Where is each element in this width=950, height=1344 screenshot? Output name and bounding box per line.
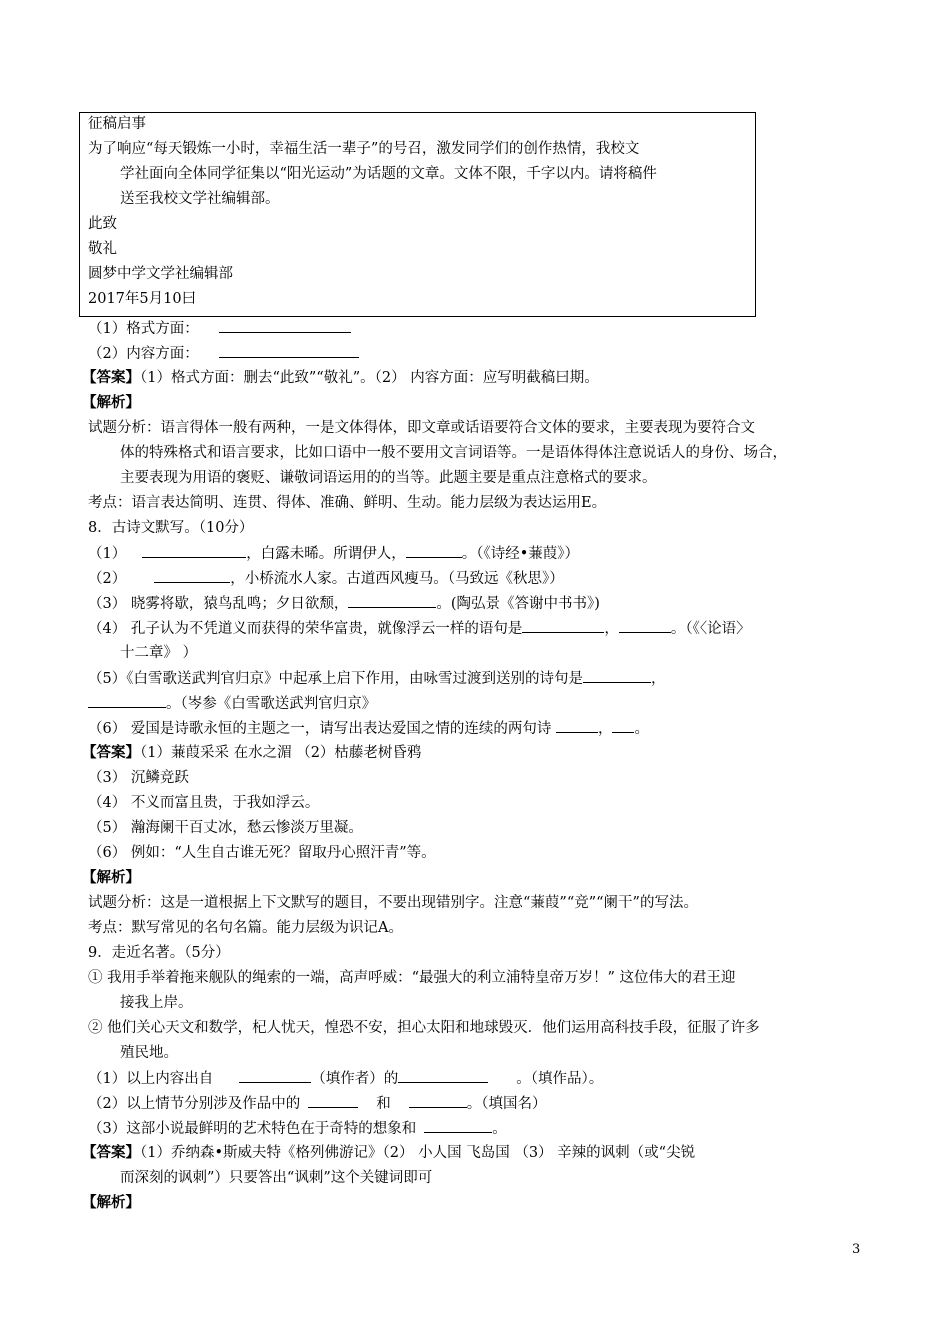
q8-line-2: （2） ，小桥流水人家。古道西风瘦马。（马致远《秋思》） xyxy=(88,568,564,589)
notice-date: 2017年5月10曰 xyxy=(88,291,197,307)
page-number: 3 xyxy=(852,1242,861,1257)
q9-passage-2b: 殖民地。 xyxy=(120,1045,178,1061)
blank[interactable] xyxy=(308,1093,358,1108)
q9-sub-3: （3）这部小说最鲜明的艺术特色在于奇特的想象和 。 xyxy=(88,1118,507,1139)
notice-signature: 圆梦中学文学社编辑部 xyxy=(88,266,233,282)
blank[interactable] xyxy=(219,343,359,358)
notice-body-3: 送至我校文学社编辑部。 xyxy=(120,191,280,207)
q8-answer-3: （3） 沉鳞竞跃 xyxy=(88,770,189,786)
q9-passage-1: ① 我用手举着拖来舰队的绳索的一端，高声呼威：“最强大的利立浦特皇帝万岁！” 这位伟大的君王迎 xyxy=(88,970,736,986)
q8-answer-5: （5） 瀚海阑干百丈冰，愁云惨淡万里凝。 xyxy=(88,820,363,836)
blank[interactable] xyxy=(239,1068,311,1083)
notice-title: 征稿启事 xyxy=(88,116,146,132)
blank[interactable] xyxy=(522,618,604,633)
q8-answer-6: （6） 例如：“人生自古谁无死？留取丹心照汗青”等。 xyxy=(88,845,436,861)
q8-title: 8．古诗文默写。（10分） xyxy=(88,520,254,536)
q7-analysis-3: 主要表现为用语的褒贬、谦敬词语运用的的当等。此题主要是重点注意格式的要求。 xyxy=(120,470,657,486)
q8-line-5: （5）《白雪歌送武判官归京》中起承上启下作用，由咏雪过渡到送别的诗句是 ， xyxy=(88,668,665,689)
blank[interactable] xyxy=(583,668,651,683)
blank[interactable] xyxy=(612,718,634,733)
q9-sub-1: （1）以上内容出自 （填作者）的 。（填作品）。 xyxy=(88,1068,603,1089)
notice-closing-2: 敬礼 xyxy=(88,241,117,257)
q7-analysis-1: 试题分析：语言得体一般有两种，一是文体得体，即文章或话语要符合文体的要求，主要表现为要符合文 xyxy=(88,420,755,436)
q8-answer-4: （4） 不义而富且贵，于我如浮云。 xyxy=(88,795,320,811)
blank[interactable] xyxy=(142,543,246,558)
blank[interactable] xyxy=(619,618,671,633)
q9-answer-2: 而深刻的讽刺”）只要答出“讽刺”这个关键词即可 xyxy=(120,1170,433,1186)
notice-body-2: 学社面向全体同学征集以“阳光运动”为话题的文章。文体不限，千字以内。请将稿件 xyxy=(120,166,657,182)
q9-analysis-tag: 【解析】 xyxy=(82,1194,140,1211)
blank[interactable] xyxy=(409,1093,467,1108)
q7-analysis-tag: 【解析】 xyxy=(82,394,140,411)
q9-answer-1: 【答案】（1）乔纳森•斯威夫特《格列佛游记》（2） 小人国 飞岛国 （3） 辛辣的讽刺（或“尖锐 xyxy=(82,1144,696,1161)
q7-format-line: （1）格式方面： xyxy=(88,318,351,339)
blank[interactable] xyxy=(219,318,351,333)
q8-line-1: （1） ，白露未晞。所谓伊人， 。（《诗经•蒹葭》） xyxy=(88,543,579,564)
q8-line-4b: 十二章》 ） xyxy=(120,645,198,661)
q9-title: 9．走近名著。（5分） xyxy=(88,945,230,961)
q9-passage-2: ② 他们关心天文和数学，杞人忧天，惶恐不安，担心太阳和地球毁灭．他们运用高科技手段，征服了许多 xyxy=(88,1020,760,1036)
notice-closing-1: 此致 xyxy=(88,216,117,232)
q8-line-6: （6） 爱国是诗歌永恒的主题之一，请写出表达爱国之情的连续的两句诗 ， 。 xyxy=(88,718,649,739)
q9-passage-1b: 接我上岸。 xyxy=(120,995,193,1011)
q8-answer-1: 【答案】（1）蒹葭采采 在水之湄 （2）枯藤老树昏鸦 xyxy=(82,744,422,761)
q8-line-3: （3） 晓雾将歇，猿鸟乱鸣；夕日欲颓， 。(陶弘景《答谢中书书》) xyxy=(88,593,600,614)
blank[interactable] xyxy=(406,543,462,558)
blank[interactable] xyxy=(154,568,230,583)
q7-answer: 【答案】（1）格式方面：删去“此致”“敬礼”。（2） 内容方面：应写明截稿曰期。 xyxy=(82,369,599,386)
q8-analysis-tag: 【解析】 xyxy=(82,869,140,886)
blank[interactable] xyxy=(88,693,166,708)
q7-analysis-2: 体的特殊格式和语言要求，比如口语中一般不要用文言词语等。一是语体得体注意说话人的身份、场合， xyxy=(120,445,787,461)
blank[interactable] xyxy=(348,593,436,608)
blank[interactable] xyxy=(424,1118,492,1133)
blank[interactable] xyxy=(556,718,598,733)
q9-sub-2: （2）以上情节分别涉及作品中的 和 。（填国名） xyxy=(88,1093,546,1114)
blank[interactable] xyxy=(398,1068,488,1083)
notice-body-1: 为了响应“每天锻炼一小时，幸福生活一辈子”的号召，激发同学们的创作热情，我校文 xyxy=(88,141,640,157)
q8-line-4: （4） 孔子认为不凭道义而获得的荣华富贵，就像浮云一样的语句是 ， 。（《〈论语〉 xyxy=(88,618,751,639)
q8-point: 考点：默写常见的名句名篇。能力层级为识记A。 xyxy=(88,920,403,936)
q7-point: 考点：语言表达简明、连贯、得体、准确、鲜明、生动。能力层级为表达运用E。 xyxy=(88,495,607,511)
q7-content-line: （2）内容方面： xyxy=(88,343,359,364)
q8-line-5b: 。（岑参《白雪歌送武判官归京》 xyxy=(88,693,376,714)
q8-analysis: 试题分析：这是一道根据上下文默写的题目，不要出现错别字。注意“蒹葭”“竞”“阑干”的写法。 xyxy=(88,895,698,911)
